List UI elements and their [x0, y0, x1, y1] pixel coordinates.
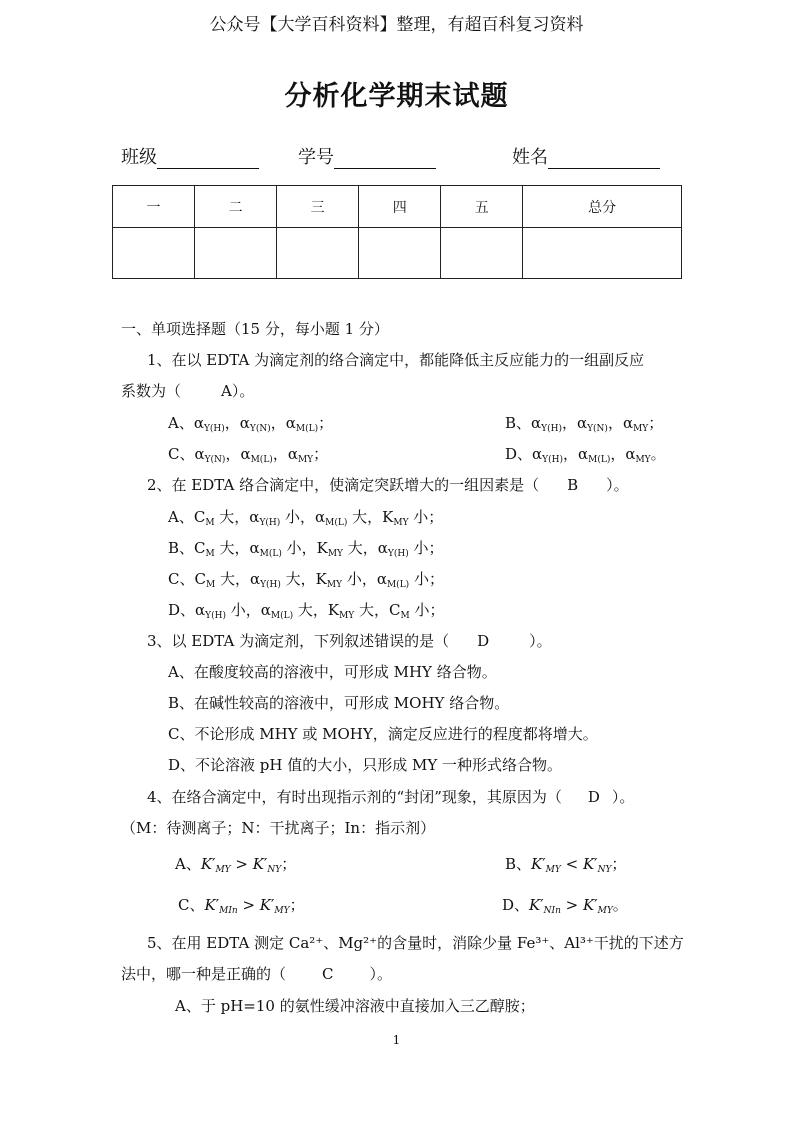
page-number: 1 — [392, 1033, 401, 1047]
student-id-blank — [334, 148, 436, 169]
q1-stem-text: 系数为（ — [121, 382, 182, 400]
q4-answer: D — [587, 788, 600, 806]
score-cell — [441, 228, 523, 279]
q5-answer: C — [322, 965, 334, 983]
q2-stem — [147, 474, 629, 495]
page-header: 公众号【大学百科资料】整理，有超百科复习资料 — [209, 15, 584, 35]
score-header-2: 二 — [195, 186, 277, 228]
name-blank — [548, 148, 660, 169]
q4-option-b: B、$K'_{MY} < K'_{NY}$； — [505, 855, 627, 875]
q2-option-b: B、$C_M$ 大，$\alpha_{M(L)}$ 小，$K_{MY}$ 大，$\alpha_{Y(H)}$ 小； — [168, 539, 444, 559]
student-id-field — [298, 143, 436, 169]
score-cell — [523, 228, 682, 279]
q1-stem-cont — [121, 380, 254, 401]
score-header-total: 总分 — [523, 186, 682, 228]
q2-option-c: C、$C_M$ 大，$\alpha_{Y(H)}$ 大，$K_{MY}$ 小，$\alpha_{M(L)}$ 小； — [168, 570, 444, 590]
q3-answer: D — [477, 632, 490, 650]
q4-close: ）。 — [611, 788, 635, 806]
q4-option-a: A、$K'_{MY} > K'_{NY}$； — [175, 855, 297, 875]
q1-option-b: B、$\alpha_{Y(H)}$，$\alpha_{Y(N)}$，$\alpha_{MY}$； — [505, 414, 664, 434]
class-field — [121, 143, 259, 169]
q2-option-a: A、$C_M$ 大，$\alpha_{Y(H)}$ 小，$\alpha_{M(L)}$ 大，$K_{MY}$ 小； — [168, 508, 444, 528]
score-cell — [277, 228, 359, 279]
q5-option-a: A、于 pH=10 的氨性缓冲溶液中直接加入三乙醇胺； — [175, 997, 535, 1015]
section-heading: 一、单项选择题（15 分，每小题 1 分） — [121, 320, 389, 338]
q2-answer: B — [567, 476, 579, 494]
class-blank — [157, 148, 259, 169]
name-label: 姓名 — [512, 147, 548, 168]
q3-option-c: C、不论形成 MHY 或 MOHY，滴定反应进行的程度都将增大。 — [168, 725, 598, 743]
q5-close: ）。 — [369, 965, 393, 983]
q1-close: ）。 — [231, 382, 255, 400]
score-cell — [113, 228, 195, 279]
q4-option-d: D、$K'_{NIn} > K'_{MY}$。 — [502, 896, 628, 916]
q3-stem — [147, 630, 552, 651]
score-header-5: 五 — [441, 186, 523, 228]
q3-option-d: D、不论溶液 pH 值的大小，只形成 MY 一种形式络合物。 — [168, 756, 563, 774]
q3-stem-text: 3、以 EDTA 为滴定剂，下列叙述错误的是（ — [147, 632, 450, 650]
score-cell — [195, 228, 277, 279]
q2-option-d: D、$\alpha_{Y(H)}$ 小，$\alpha_{M(L)}$ 大，$K_{MY}$ 大，$C_M$ 小； — [168, 601, 445, 621]
q2-stem-text: 2、在 EDTA 络合滴定中，使滴定突跃增大的一组因素是（ — [147, 476, 540, 494]
q4-option-c: C、$K'_{MIn} > K'_{MY}$； — [178, 896, 305, 916]
q4-note: （M：待测离子；N：干扰离子；In：指示剂） — [121, 819, 436, 837]
q5-stem-text: 法中，哪一种是正确的（ — [121, 965, 287, 983]
name-field — [512, 143, 660, 169]
q5-stem-cont — [121, 963, 392, 984]
q1-option-c: C、$\alpha_{Y(N)}$，$\alpha_{M(L)}$，$\alpha_{MY}$； — [168, 445, 329, 465]
score-header-4: 四 — [359, 186, 441, 228]
q1-option-a: A、$\alpha_{Y(H)}$，$\alpha_{Y(N)}$，$\alpha_{M(L)}$； — [168, 414, 334, 434]
q2-close: ）。 — [606, 476, 629, 494]
q3-close: ）。 — [529, 632, 552, 650]
q1-option-d: D、$\alpha_{Y(H)}$，$\alpha_{M(L)}$，$\alpha_{MY}$。 — [505, 445, 666, 465]
score-header-1: 一 — [113, 186, 195, 228]
q1-answer: A — [221, 382, 232, 400]
class-label: 班级 — [121, 147, 157, 168]
q3-option-b: B、在碱性较高的溶液中，可形成 MOHY 络合物。 — [168, 694, 510, 712]
q3-option-a: A、在酸度较高的溶液中，可形成 MHY 络合物。 — [168, 663, 497, 681]
score-header-3: 三 — [277, 186, 359, 228]
q4-stem — [147, 786, 634, 807]
student-id-label: 学号 — [298, 147, 334, 168]
q1-stem: 1、在以 EDTA 为滴定剂的络合滴定中，都能降低主反应能力的一组副反应 — [147, 351, 645, 369]
q4-stem-text: 4、在络合滴定中，有时出现指示剂的“封闭”现象，其原因为（ — [147, 788, 562, 806]
score-table — [112, 185, 682, 279]
q5-stem: 5、在用 EDTA 测定 Ca²⁺、Mg²⁺的含量时，消除少量 Fe³⁺、Al³⁺干扰的下述方 — [147, 934, 684, 952]
score-cell — [359, 228, 441, 279]
page-title: 分析化学期末试题 — [284, 81, 509, 112]
